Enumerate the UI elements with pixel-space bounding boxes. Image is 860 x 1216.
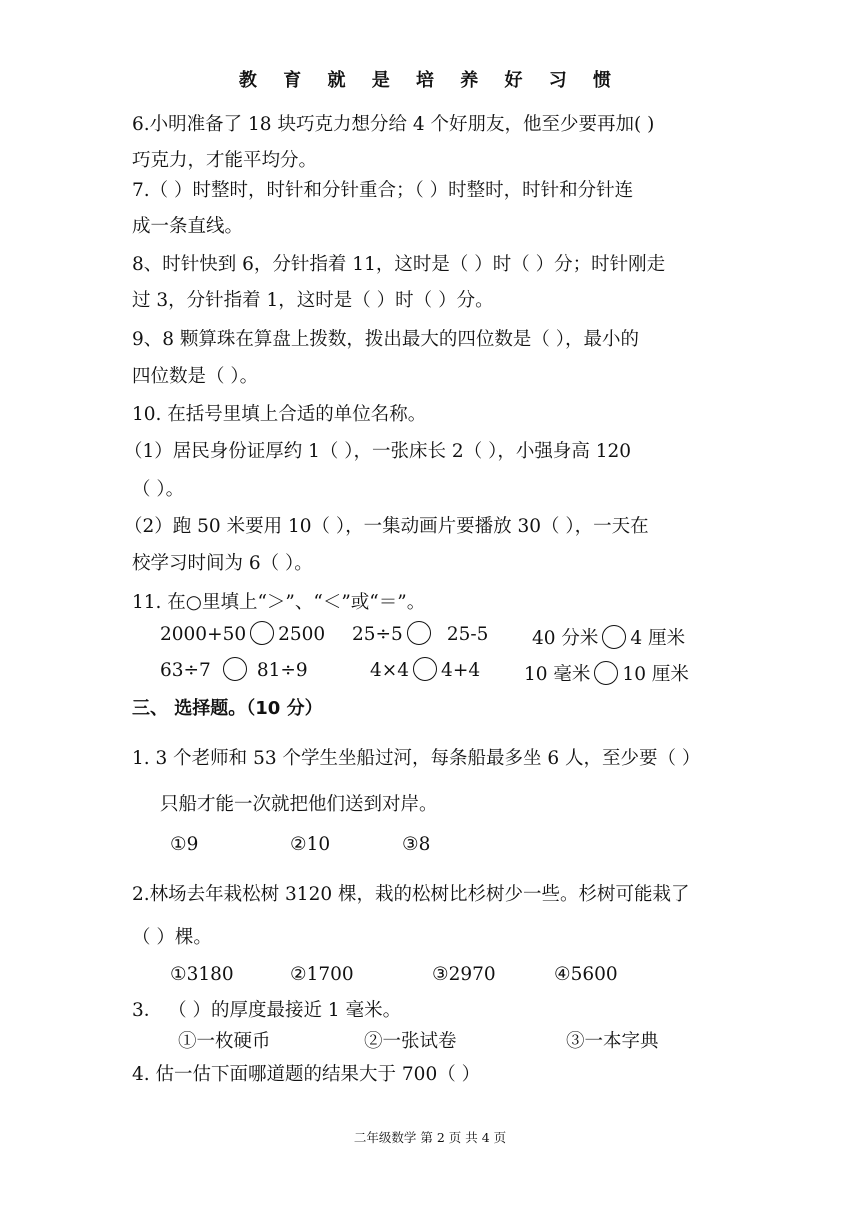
compare-left: 4×4	[370, 660, 410, 681]
compare-item	[532, 624, 685, 650]
page-header-title: 教 育 就 是 培 养 好 习 惯	[238, 70, 622, 91]
compare-left: 25÷5	[352, 624, 403, 645]
q11-title: 11. 在○里填上“＞”、“＜”或“＝”。	[132, 592, 426, 613]
compare-left: 40 分米	[532, 628, 599, 649]
page-footer: 二年级数学 第 2 页 共 4 页	[353, 1130, 507, 1145]
q10-2-line1: （2）跑 50 米要用 10（ ），一集动画片要播放 30（ ），一天在	[124, 516, 649, 537]
compare-item	[370, 660, 480, 681]
choice-q3-line1: 3． （ ）的厚度最接近 1 毫米。	[132, 1000, 402, 1021]
choice-q4-line1: 4. 估一估下面哪道题的结果大于 700（ ）	[132, 1064, 481, 1085]
q10-1-line2: （ ）。	[132, 479, 185, 500]
compare-right: 81÷9	[256, 660, 308, 681]
compare-circle[interactable]	[594, 661, 618, 685]
q10-1-line1: （1）居民身份证厚约 1（ ），一张床长 2（ ），小强身高 120	[124, 441, 632, 462]
choice-q1-line2: 只船才能一次就把他们送到对岸。	[160, 794, 438, 815]
choice-q2-option[interactable]: ②1700	[290, 964, 354, 985]
compare-circle[interactable]	[413, 657, 437, 681]
q8-text-line2: 过 3，分针指着 1，这时是（ ）时（ ）分。	[132, 290, 494, 311]
compare-item	[524, 660, 689, 686]
q8-text-line1: 8、时针快到 6，分针指着 11，这时是（ ）时（ ）分；时针刚走	[132, 254, 666, 275]
choice-q1-line1: 1. 3 个老师和 53 个学生坐船过河，每条船最多坐 6 人，至少要（ ）	[132, 748, 701, 769]
q7-text-line2: 成一条直线。	[132, 216, 244, 237]
q6-text-line1: 6.小明准备了 18 块巧克力想分给 4 个好朋友，他至少要再加( )	[132, 114, 655, 135]
compare-right: 10 厘米	[622, 664, 689, 685]
compare-left: 63÷7	[160, 660, 211, 681]
q7-text-line1: 7.（ ）时整时，时针和分针重合；（ ）时整时，时针和分针连	[132, 180, 634, 201]
choice-q2-option[interactable]: ③2970	[432, 964, 496, 985]
compare-left: 2000+50	[160, 624, 247, 645]
section-choice-title: 三、 选择题。（10 分）	[132, 698, 323, 719]
compare-left: 10 毫米	[524, 664, 591, 685]
compare-circle[interactable]	[250, 621, 274, 645]
q10-title: 10. 在括号里填上合适的单位名称。	[132, 404, 427, 425]
choice-q3-option[interactable]: ②一张试卷	[364, 1031, 457, 1052]
q10-2-line2: 校学习时间为 6（ ）。	[132, 553, 313, 574]
q9-text-line2: 四位数是（ ）。	[132, 366, 259, 387]
compare-item	[352, 624, 488, 645]
compare-circle[interactable]	[602, 625, 626, 649]
compare-circle[interactable]	[223, 657, 247, 681]
choice-q3-option[interactable]: ①一枚硬币	[178, 1031, 271, 1052]
choice-q2-option[interactable]: ④5600	[554, 964, 618, 985]
compare-item	[160, 624, 325, 645]
choice-q1-option[interactable]: ②10	[290, 834, 331, 855]
choice-q1-option[interactable]: ③8	[402, 834, 431, 855]
choice-q2-line2: （ ）棵。	[132, 927, 212, 948]
compare-right: 25-5	[446, 624, 489, 645]
compare-right: 2500	[278, 624, 326, 645]
compare-right: 4+4	[441, 660, 481, 681]
compare-circle[interactable]	[407, 621, 431, 645]
choice-q3-option[interactable]: ③一本字典	[566, 1031, 659, 1052]
compare-right: 4 厘米	[630, 628, 686, 649]
choice-q1-option[interactable]: ①9	[170, 834, 199, 855]
choice-q2-line1: 2.林场去年栽松树 3120 棵，栽的松树比杉树少一些。杉树可能栽了	[132, 884, 690, 905]
choice-q2-option[interactable]: ①3180	[170, 964, 234, 985]
q6-text-line2: 巧克力，才能平均分。	[132, 150, 318, 171]
compare-item	[160, 660, 308, 681]
q9-text-line1: 9、8 颗算珠在算盘上拨数，拨出最大的四位数是（ ），最小的	[132, 329, 640, 350]
